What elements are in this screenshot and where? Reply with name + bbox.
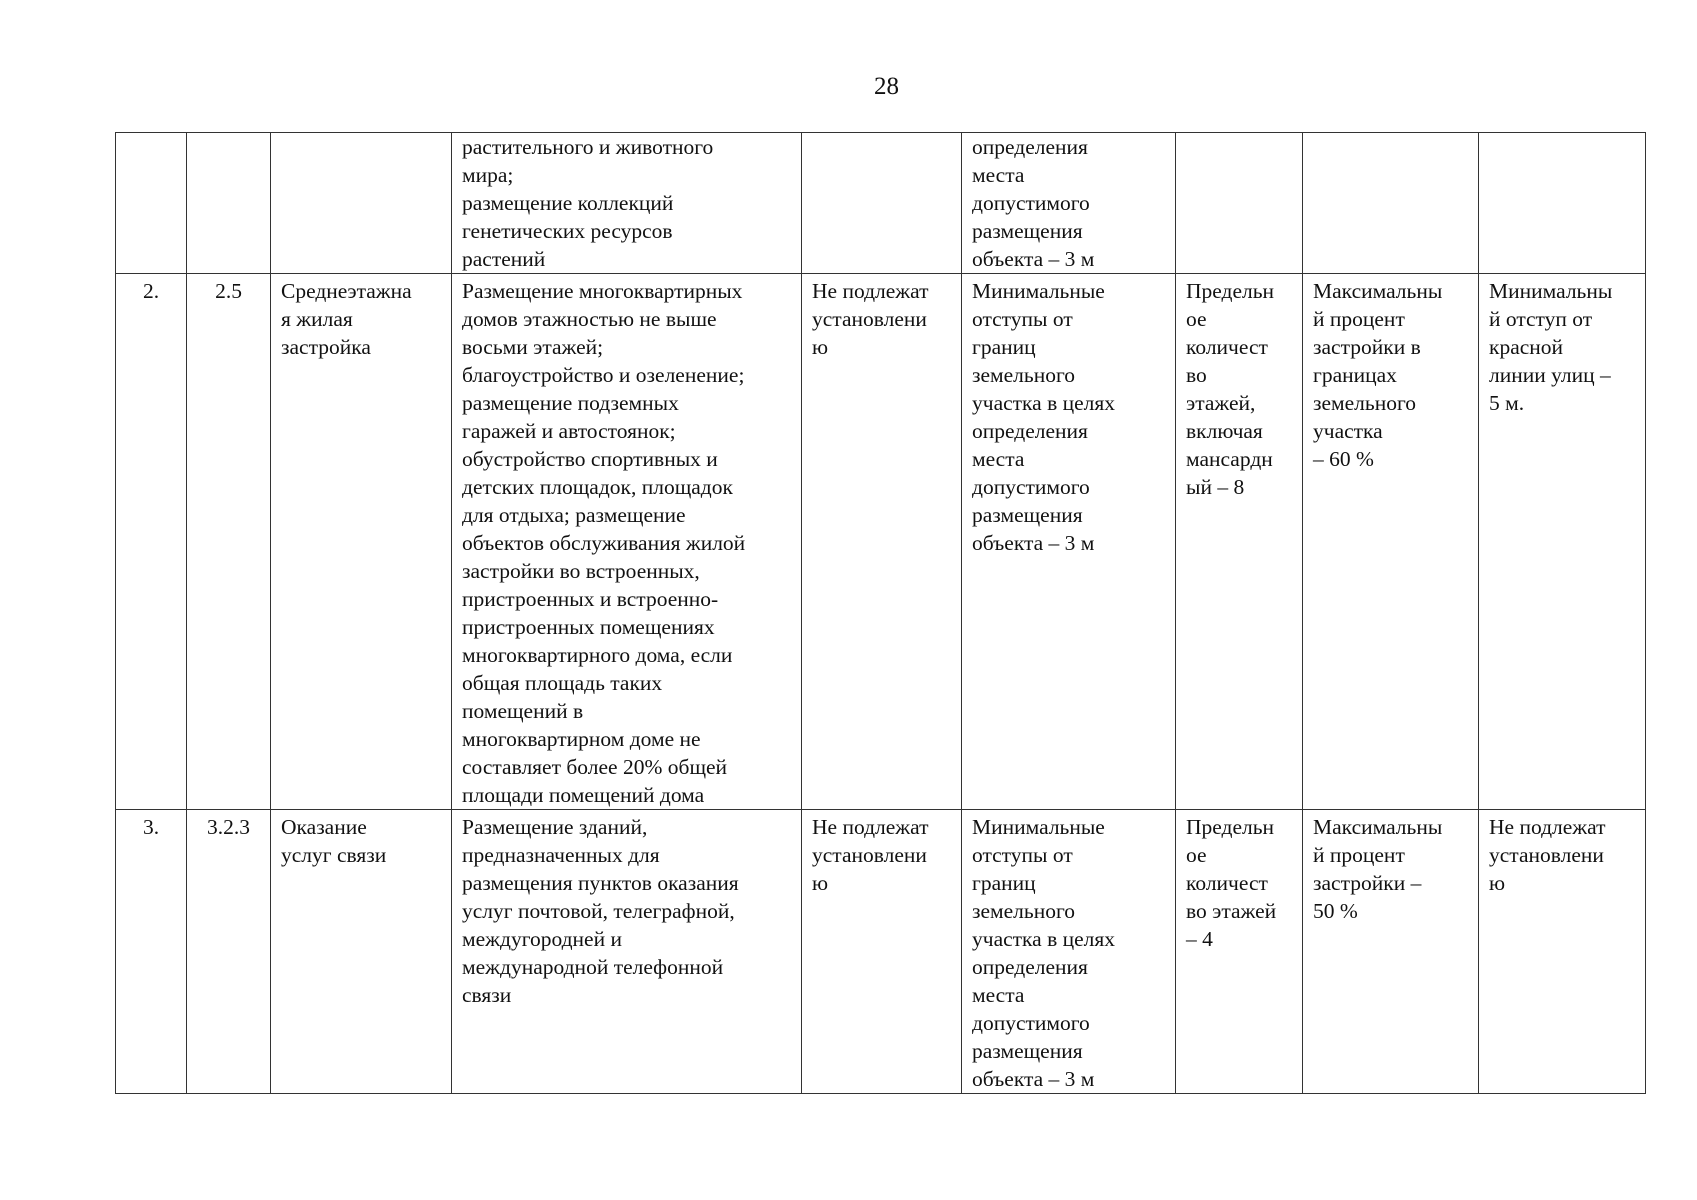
other-params-cell: Минимальны й отступ от красной линии улиц – 5 м. xyxy=(1479,274,1646,810)
code-cell: 2.5 xyxy=(187,274,271,810)
page-number: 28 xyxy=(874,73,899,100)
description-cell: Размещение зданий, предназначенных для размещения пунктов оказания услуг почтовой, телеграфной, междугородней и международной телефонной связи xyxy=(452,810,802,1094)
setbacks-cell: определения места допустимого размещения объекта – 3 м xyxy=(962,133,1176,274)
plot-area-cell: Не подлежат установлени ю xyxy=(802,810,962,1094)
setbacks-cell: Минимальные отступы от границ земельного участка в целях определения места допустимого размещения объекта – 3 м xyxy=(962,810,1176,1094)
coverage-cell xyxy=(1303,133,1479,274)
row-number-cell xyxy=(116,133,187,274)
other-params-cell: Не подлежат установлени ю xyxy=(1479,810,1646,1094)
table-row xyxy=(116,133,1646,274)
floors-cell: Предельн ое количест во этажей – 4 xyxy=(1176,810,1303,1094)
plot-area-cell: Не подлежат установлени ю xyxy=(802,274,962,810)
floors-cell: Предельн ое количест во этажей, включая мансардн ый – 8 xyxy=(1176,274,1303,810)
table-row xyxy=(116,274,1646,810)
code-cell xyxy=(187,133,271,274)
description-cell: растительного и животного мира; размещение коллекций генетических ресурсов растений xyxy=(452,133,802,274)
coverage-cell: Максимальны й процент застройки в границах земельного участка – 60 % xyxy=(1303,274,1479,810)
row-number-cell: 2. xyxy=(116,274,187,810)
floors-cell xyxy=(1176,133,1303,274)
coverage-cell: Максимальны й процент застройки – 50 % xyxy=(1303,810,1479,1094)
use-name-cell: Среднеэтажна я жилая застройка xyxy=(271,274,452,810)
zoning-table xyxy=(115,132,1646,1094)
other-params-cell xyxy=(1479,133,1646,274)
setbacks-cell: Минимальные отступы от границ земельного участка в целях определения места допустимого размещения объекта – 3 м xyxy=(962,274,1176,810)
use-name-cell: Оказание услуг связи xyxy=(271,810,452,1094)
plot-area-cell xyxy=(802,133,962,274)
row-number-cell: 3. xyxy=(116,810,187,1094)
table-row xyxy=(116,810,1646,1094)
code-cell: 3.2.3 xyxy=(187,810,271,1094)
description-cell: Размещение многоквартирных домов этажностью не выше восьми этажей; благоустройство и озеленение; размещение подземных гаражей и автостоянок; обустройство спортивных и детских площадок, площадок для отдыха; размещение объектов обслуживания жилой застройки во встроенных, пристроенных и встроенно- пристроенных помещениях многоквартирного дома, если общая площадь таких помещений в многоквартирном доме не составляет более 20% общей площади помещений дома xyxy=(452,274,802,810)
use-name-cell xyxy=(271,133,452,274)
